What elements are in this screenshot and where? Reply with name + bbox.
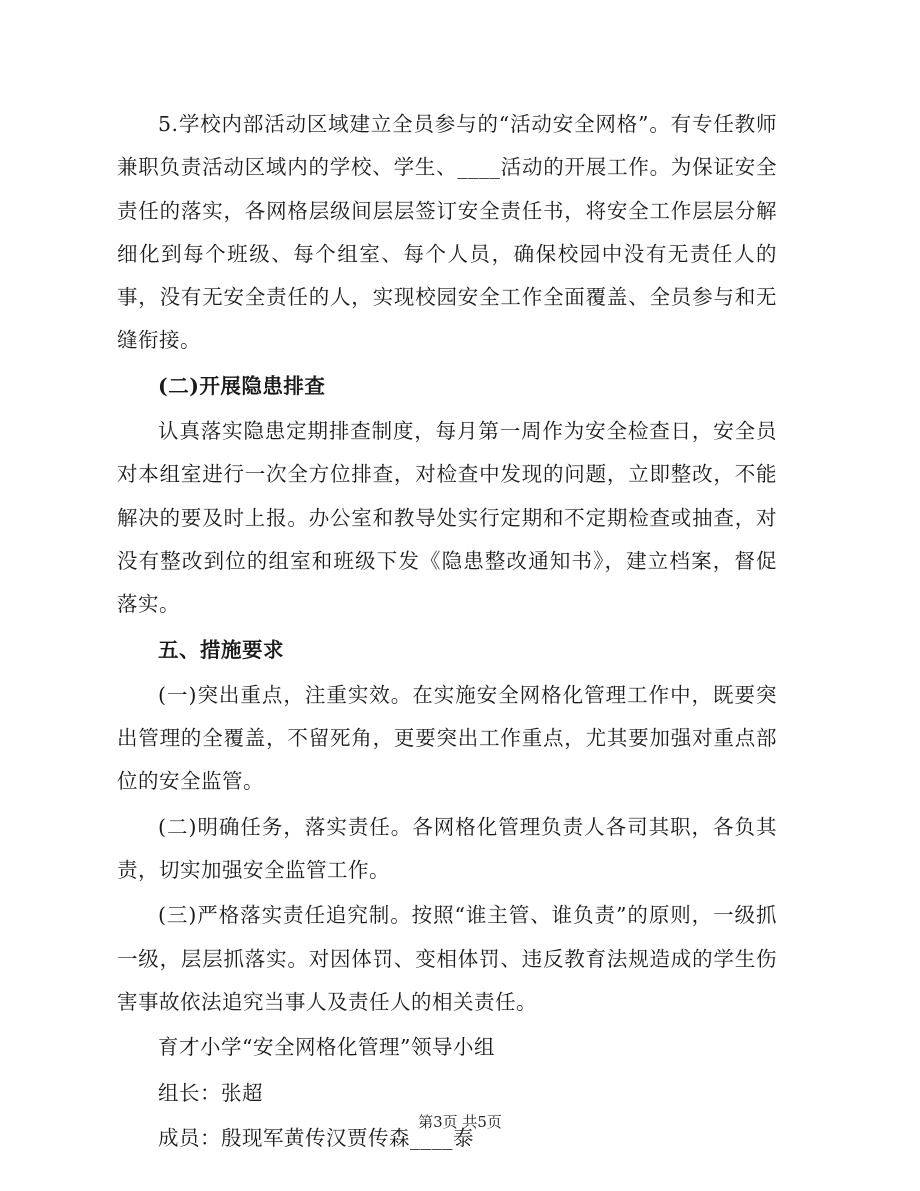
paragraph-measure-1: (一)突出重点，注重实效。在实施安全网格化管理工作中，既要突出管理的全覆盖，不留死角，更要突出工作重点，尤其要加强对重点部位的安全监管。 bbox=[117, 682, 777, 794]
paragraph-hazard-inspection: 认真落实隐患定期排查制度，每月第一周作为安全检查日，安全员对本组室进行一次全方位排查，对检查中发现的问题，立即整改，不能解决的要及时上报。办公室和教导处实行定期和不定期检查或抽查，对没有整改到位的组室和班级下发《隐患整改通知书》，建立档案，督促落实。 bbox=[117, 419, 777, 617]
paragraph-activity-grid: 5.学校内部活动区域建立全员参与的“活动安全网格”。有专任教师兼职负责活动区域内的学校、学生、____活动的开展工作。为保证安全责任的落实，各网格层级间层层签订安全责任书，将安全工作层层分解细化到每个班级、每个组室、每个人员，确保校园中没有无责任人的事，没有无安全责任的人，实现校园安全工作全面覆盖、全员参与和无缝衔接。 bbox=[117, 112, 777, 353]
heading-measures: 五、措施要求 bbox=[158, 637, 284, 662]
paragraph-group-leader: 组长：张超 bbox=[158, 1080, 263, 1105]
page-number: 第3页 共5页 bbox=[418, 1113, 502, 1131]
paragraph-measure-3: (三)严格落实责任追究制。按照“谁主管、谁负责”的原则，一级抓一级，层层抓落实。对因体罚、变相体罚、违反教育法规造成的学生伤害事故依法追究当事人及责任人的相关责任。 bbox=[117, 903, 777, 1014]
paragraph-group-members: 成员：殷现军黄传汉贾传森____泰 bbox=[158, 1125, 474, 1150]
paragraph-group-title: 育才小学“安全网格化管理”领导小组 bbox=[158, 1035, 495, 1060]
document-body bbox=[117, 103, 777, 1162]
paragraph-measure-2: (二)明确任务，落实责任。各网格化管理负责人各司其职，各负其责，切实加强安全监管工作。 bbox=[117, 814, 777, 883]
heading-hazard-inspection: (二)开展隐患排查 bbox=[158, 373, 326, 398]
